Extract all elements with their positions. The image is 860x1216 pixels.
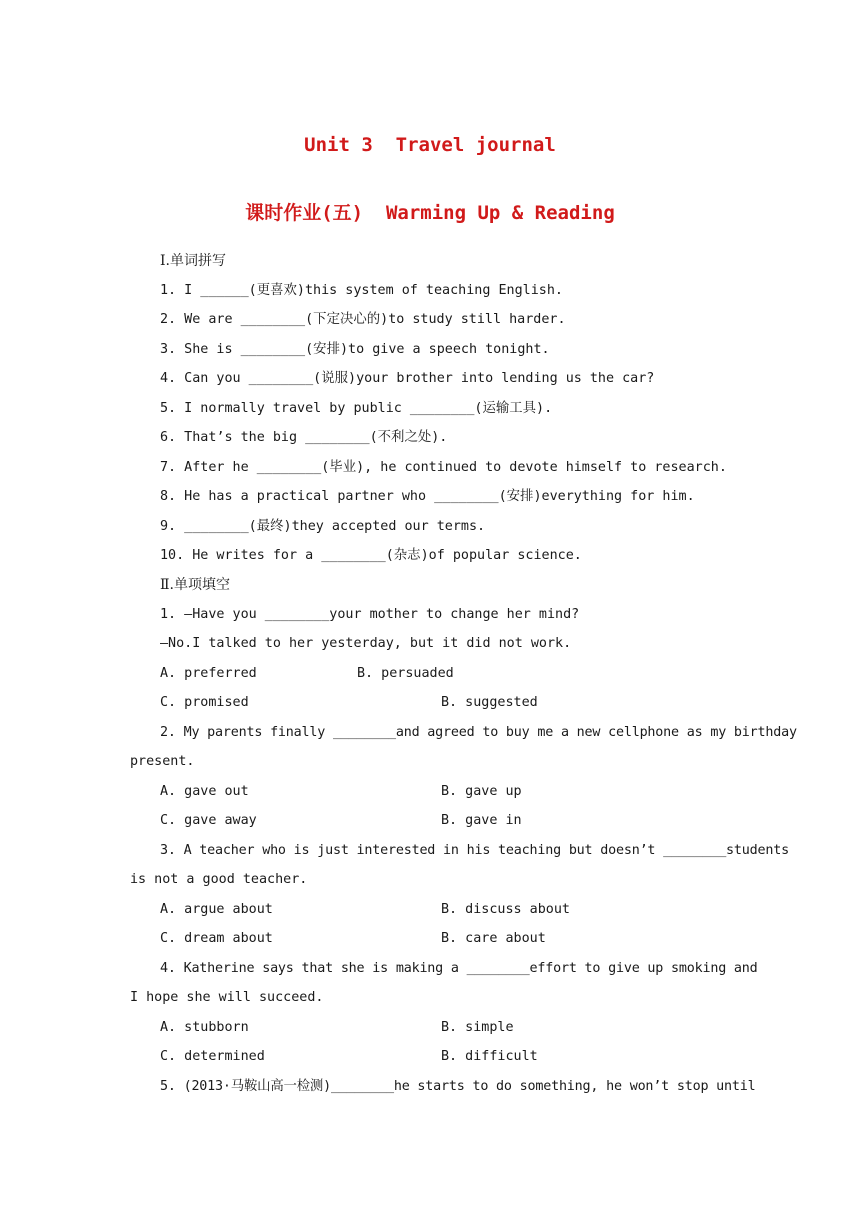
question-4-option-c: C. determined — [160, 1049, 265, 1064]
spelling-item-10: 10. He writes for a ________(杂志)of popular science. — [160, 548, 582, 563]
question-4-line-1: 4. Katherine says that she is making a ________effort to give up smoking and — [160, 961, 758, 976]
question-1-line-1: 1. —Have you ________your mother to change her mind? — [160, 607, 580, 622]
spelling-item-2: 2. We are ________(下定决心的)to study still harder. — [160, 312, 566, 327]
question-2-option-d: B. gave in — [441, 813, 522, 828]
question-2-option-b: B. gave up — [441, 784, 522, 799]
question-1-line-2: —No.I talked to her yesterday, but it did not work. — [160, 636, 572, 651]
question-2-line-1: 2. My parents finally ________and agreed to buy me a new cellphone as my birthday — [160, 725, 797, 740]
question-5-line-1: 5. (2013·马鞍山高一检测)________he starts to do something, he won’t stop until — [160, 1079, 756, 1094]
question-3-line-1: 3. A teacher who is just interested in his teaching but doesn’t ________students — [160, 843, 789, 858]
spelling-item-4: 4. Can you ________(说服)your brother into lending us the car? — [160, 371, 655, 386]
question-4-option-d: B. difficult — [441, 1049, 538, 1064]
lesson-title: 课时作业(五) Warming Up & Reading — [245, 202, 615, 224]
spelling-item-7: 7. After he ________(毕业), he continued to devote himself to research. — [160, 460, 727, 475]
question-2-line-2: present. — [130, 754, 195, 769]
question-4-line-2: I hope she will succeed. — [130, 990, 324, 1005]
question-3-option-a: A. argue about — [160, 902, 273, 917]
question-4-option-a: A. stubborn — [160, 1020, 249, 1035]
question-3-line-2: is not a good teacher. — [130, 872, 308, 887]
question-1-option-c: C. promised — [160, 695, 249, 710]
question-2-option-a: A. gave out — [160, 784, 249, 799]
question-3-option-c: C. dream about — [160, 931, 273, 946]
section-1-heading: Ⅰ.单词拼写 — [160, 253, 226, 269]
spelling-item-1: 1. I ______(更喜欢)this system of teaching English. — [160, 283, 563, 298]
question-2-option-c: C. gave away — [160, 813, 257, 828]
spelling-item-8: 8. He has a practical partner who ________(安排)everything for him. — [160, 489, 695, 504]
question-1-option-a: A. preferred — [160, 666, 257, 681]
unit-title: Unit 3 Travel journal — [304, 134, 556, 156]
spelling-item-5: 5. I normally travel by public ________(运输工具). — [160, 401, 553, 416]
question-1-option-d: B. suggested — [441, 695, 538, 710]
question-1-option-b: B. persuaded — [357, 666, 454, 681]
spelling-item-6: 6. That’s the big ________(不利之处). — [160, 430, 448, 445]
question-3-option-b: B. discuss about — [441, 902, 570, 917]
question-3-option-d: B. care about — [441, 931, 546, 946]
spelling-item-3: 3. She is ________(安排)to give a speech tonight. — [160, 342, 550, 357]
spelling-item-9: 9. ________(最终)they accepted our terms. — [160, 519, 486, 534]
section-2-heading: Ⅱ.单项填空 — [160, 577, 230, 593]
question-4-option-b: B. simple — [441, 1020, 514, 1035]
